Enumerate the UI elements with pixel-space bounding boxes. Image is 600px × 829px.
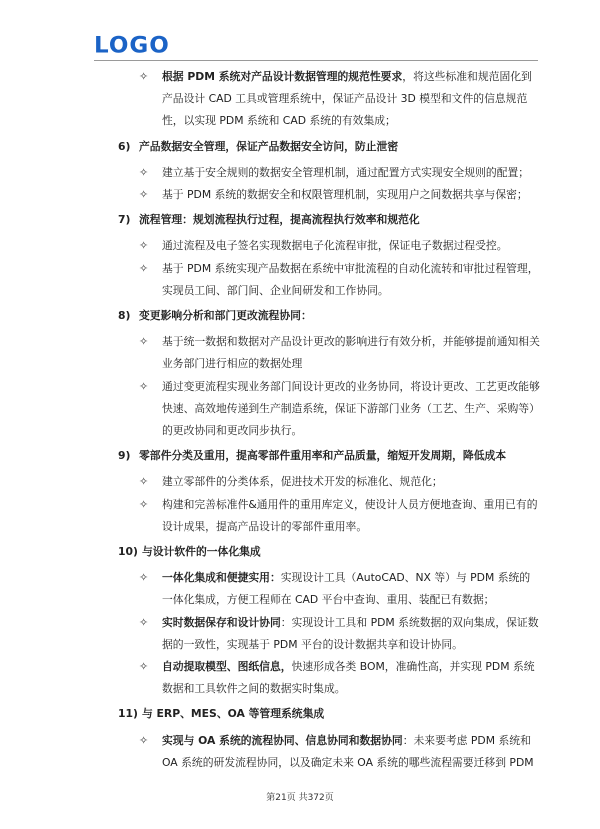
diamond-bullet-icon: ✧ <box>139 239 149 253</box>
section-heading-7: 7) 流程管理：规划流程执行过程，提高流程执行效率和规范化 <box>118 213 420 227</box>
list-item: ✧ 通过流程及电子签名实现数据电子化流程审批，保证电子数据过程受控。 <box>94 235 540 257</box>
diamond-bullet-icon: ✧ <box>139 70 149 83</box>
list-item: ✧ 基于统一数据和数据对产品设计更改的影响进行有效分析，并能够提前通知相关业务部门进行相应的数据处理 <box>94 331 540 375</box>
page-number: 第21页 共372页 <box>266 793 334 803</box>
diamond-bullet-icon: ✧ <box>139 733 149 747</box>
diamond-bullet-icon: ✧ <box>139 571 149 585</box>
list-item: ✧ 基于 PDM 系统实现产品数据在系统中审批流程的自动化流转和审批过程管理，实现员工间、部门间、企业间研发和工作协同。 <box>94 258 540 302</box>
diamond-bullet-icon: ✧ <box>139 188 149 202</box>
list-item: ✧ 一体化集成和便捷实用：实现设计工具（AutoCAD、NX 等）与 PDM 系统的一体化集成，方便工程师在 CAD 平台中查询、重用、装配已有数据； <box>94 567 540 611</box>
logo: LOGO <box>94 33 170 59</box>
list-item: ✧ 通过变更流程实现业务部门间设计更改的业务协同，将设计更改、工艺更改能够快速、高效地传递到生产制造系统，保证下游部门业务（工艺、生产、采购等）的更改协同和更改同步执行。 <box>94 376 540 443</box>
section-heading-10: 10) 与设计软件的一体化集成 <box>118 545 261 559</box>
diamond-bullet-icon: ✧ <box>139 335 149 349</box>
diamond-bullet-icon: ✧ <box>139 615 149 629</box>
section-heading-11: 11) 与 ERP、MES、OA 等管理系统集成 <box>118 707 325 721</box>
diamond-bullet-icon: ✧ <box>139 660 149 674</box>
diamond-bullet-icon: ✧ <box>139 497 149 511</box>
list-item: ✧ 实时数据保存和设计协同：实现设计工具和 PDM 系统数据的双向集成，保证数据的一致性，实现基于 PDM 平台的设计数据共享和设计协同。 <box>94 612 540 656</box>
list-item: ✧ 建立零部件的分类体系，促进技术开发的标准化、规范化； <box>94 471 540 493</box>
list-item: ✧ 基于 PDM 系统的数据安全和权限管理机制，实现用户之间数据共享与保密； <box>94 184 540 206</box>
list-item: ✧ 根据 PDM 系统对产品设计数据管理的规范性要求，将这些标准和规范固化到产品设计 CAD 工具或管理系统中，保证产品设计 3D 模型和文件的信息规范性，以实现 PDM 系统和 CAD 系统的有效集成； <box>94 66 540 133</box>
section-heading-6: 6) 产品数据安全管理，保证产品数据安全访问，防止泄密 <box>118 139 399 153</box>
list-item: ✧ 建立基于安全规则的数据安全管理机制，通过配置方式实现安全规则的配置； <box>94 162 540 184</box>
header-divider <box>94 60 538 61</box>
list-item: ✧ 构建和完善标准件&通用件的重用库定义，使设计人员方便地查询、重用已有的设计成果，提高产品设计的零部件重用率。 <box>94 494 540 538</box>
diamond-bullet-icon: ✧ <box>139 261 149 275</box>
document-body <box>94 66 540 774</box>
section-heading-8: 8) 变更影响分析和部门更改流程协同： <box>118 309 312 323</box>
section-heading-9: 9) 零部件分类及重用，提高零部件重用率和产品质量，缩短开发周期，降低成本 <box>118 449 507 463</box>
list-item: ✧ 自动提取模型、图纸信息，快速形成各类 BOM，准确性高，并实现 PDM 系统数据和工具软件之间的数据实时集成。 <box>94 656 540 700</box>
diamond-bullet-icon: ✧ <box>139 475 149 489</box>
diamond-bullet-icon: ✧ <box>139 165 149 179</box>
list-item: ✧ 实现与 OA 系统的流程协同、信息协同和数据协同：未来要考虑 PDM 系统和 OA 系统的研发流程协同，以及确定未来 OA 系统的哪些流程需要迁移到 PDM <box>94 730 540 774</box>
diamond-bullet-icon: ✧ <box>139 379 149 393</box>
